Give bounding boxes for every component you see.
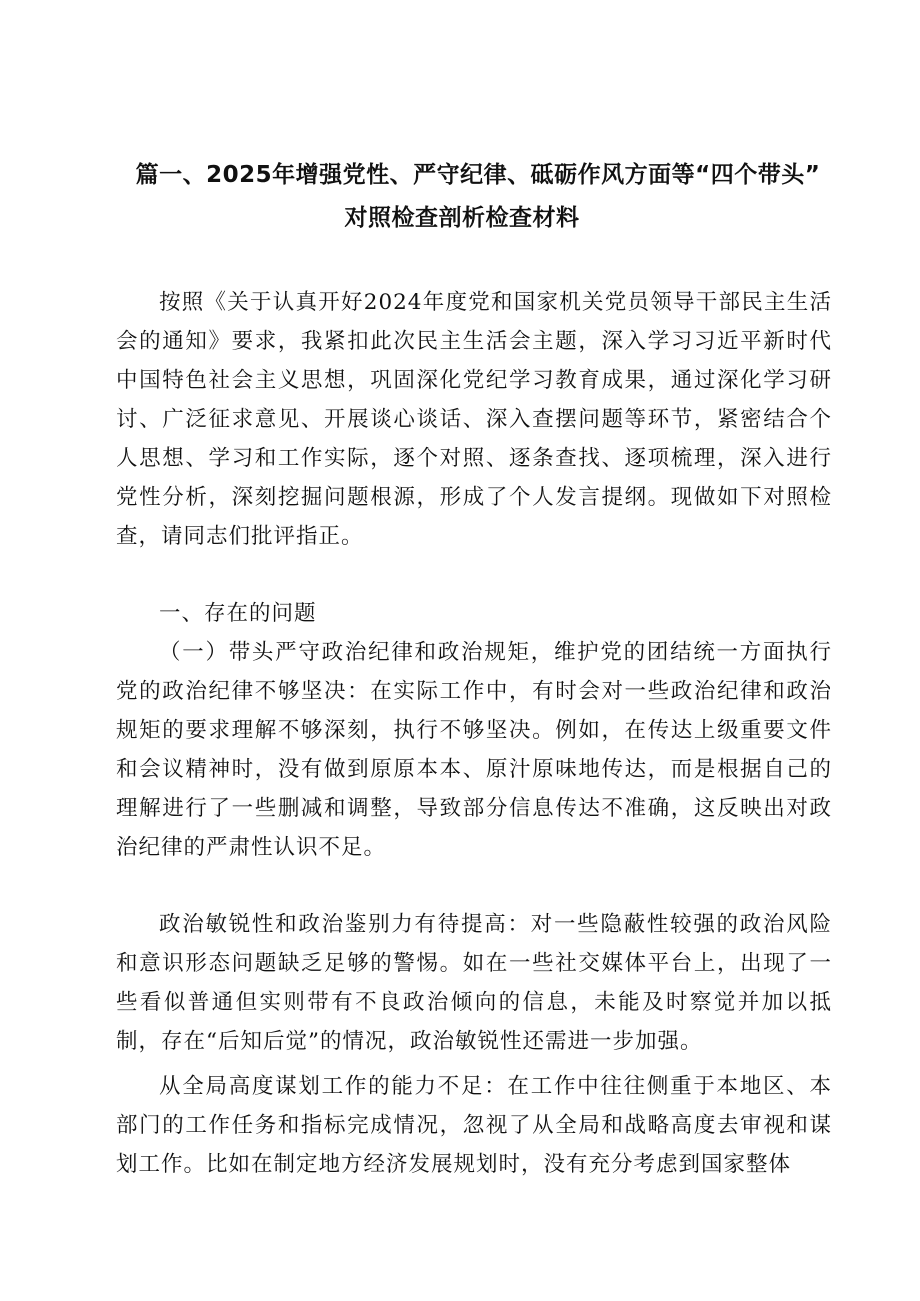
document-title-line1: 篇一、2025年增强党性、严守纪律、砥砺作风方面等“四个带头” [135,162,821,188]
document-title-line2: 对照检查剖析检查材料 [344,205,580,231]
political-sensitivity-text: 政治敏锐性和政治鉴别力有待提高：对一些隐蔽性较强的政治风险和意识形态问题缺乏足够的警惕。如在一些社交媒体平台上，出现了一些看似普通但实则带有不良政治倾向的信息，未能及时察觉并加以抵制，存在“后知后觉”的情况，政治敏锐性还需进一步加强。 [116,912,832,1054]
problem-item-1-text: （一）带头严守政治纪律和政治规矩，维护党的团结统一方面执行党的政治纪律不够坚决：在实际工作中，有时会对一些政治纪律和政治规矩的要求理解不够深刻，执行不够坚决。例如，在传达上级重要文件和会议精神时，没有做到原原本本、原汁原味地传达，而是根据自己的理解进行了一些删减和调整，导致部分信息传达不准确，这反映出对政治纪律的严肃性认识不足。 [116,640,832,860]
intro-text: 按照《关于认真开好2024年度党和国家机关党员领导干部民主生活会的通知》要求，我紧扣此次民主生活会主题，深入学习习近平新时代中国特色社会主义思想，巩固深化党纪学习教育成果，通过深化学习研讨、广泛征求意见、开展谈心谈话、深入查摆问题等环节，紧密结合个人思想、学习和工作实际，逐个对照、逐条查找、逐项梳理，深入进行党性分析，深刻挖掘问题根源，形成了个人发言提纲。现做如下对照检查，请同志们批评指正。 [116,290,832,549]
problem-item-1 [116,633,832,867]
section-heading-problems [116,594,832,633]
global-planning-text: 从全局高度谋划工作的能力不足：在工作中往往侧重于本地区、本部门的工作任务和指标完成情况，忽视了从全局和战略高度去审视和谋划工作。比如在制定地方经济发展规划时，没有充分考虑到国家整体 [116,1074,832,1177]
section-heading-text: 一、存在的问题 [159,601,317,626]
political-sensitivity-paragraph [116,905,832,1061]
global-planning-paragraph [116,1067,832,1184]
intro-paragraph [116,283,832,556]
